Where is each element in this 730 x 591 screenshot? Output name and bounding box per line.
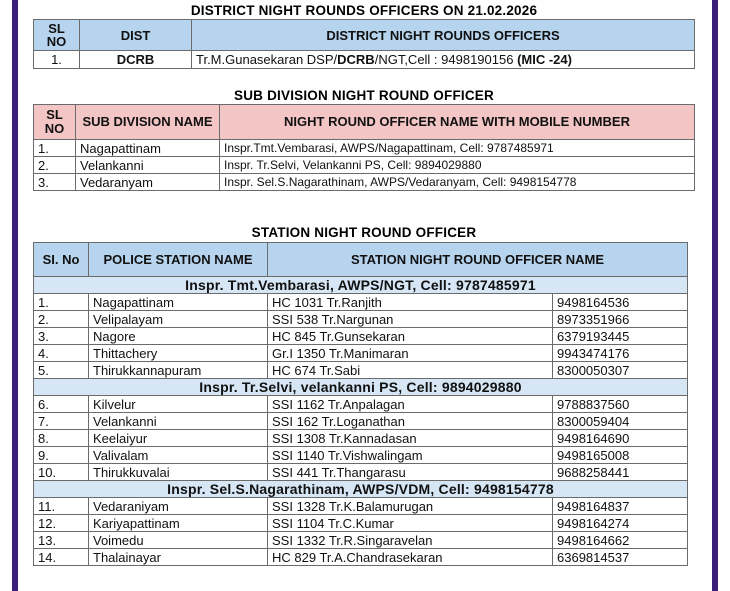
station-row-name: Valivalam	[89, 447, 268, 464]
header-subdivision-name: SUB DIVISION NAME	[76, 105, 220, 140]
page-border-left	[12, 0, 18, 591]
district-row-sl: 1.	[34, 51, 80, 69]
subdivision-row	[34, 157, 695, 174]
header-station-officer: STATION NIGHT ROUND OFFICER NAME	[268, 243, 688, 277]
subdivision-row-name: Velankanni	[76, 157, 220, 174]
station-row-officer: SSI 538 Tr.Nargunan	[268, 311, 553, 328]
station-row	[34, 447, 688, 464]
subdivision-row-officer: Inspr.Tmt.Vembarasi, AWPS/Nagapattinam, Cell: 9787485971	[220, 140, 695, 157]
station-row-name: Velankanni	[89, 413, 268, 430]
station-row	[34, 498, 688, 515]
group-heading-row	[34, 379, 688, 396]
station-row	[34, 396, 688, 413]
header-sl: SL NO	[34, 105, 76, 140]
station-row-sl: 8.	[34, 430, 89, 447]
station-row-phone: 9498165008	[553, 447, 688, 464]
station-row-officer: HC 845 Tr.Gunsekaran	[268, 328, 553, 345]
station-row	[34, 362, 688, 379]
station-row-phone: 9788837560	[553, 396, 688, 413]
station-row-officer: SSI 162 Tr.Loganathan	[268, 413, 553, 430]
subdivision-row-name: Nagapattinam	[76, 140, 220, 157]
station-row	[34, 328, 688, 345]
group-heading-row	[34, 481, 688, 498]
station-row-sl: 6.	[34, 396, 89, 413]
station-row-sl: 4.	[34, 345, 89, 362]
district-title: DISTRICT NIGHT ROUNDS OFFICERS ON 21.02.2026	[190, 3, 538, 18]
station-row-sl: 14.	[34, 549, 89, 566]
station-row-officer: SSI 1140 Tr.Vishwalingam	[268, 447, 553, 464]
header-police-station-name: POLICE STATION NAME	[89, 243, 268, 277]
station-row-officer: SSI 1328 Tr.K.Balamurugan	[268, 498, 553, 515]
district-row	[34, 51, 695, 69]
station-header-row	[34, 243, 688, 277]
subdivision-table	[33, 104, 695, 191]
subdivision-row-sl: 1.	[34, 140, 76, 157]
group-heading: Inspr. Sel.S.Nagarathinam, AWPS/VDM, Cell: 9498154778	[34, 481, 688, 498]
station-row	[34, 345, 688, 362]
station-row	[34, 294, 688, 311]
station-row-name: Voimedu	[89, 532, 268, 549]
station-row-sl: 9.	[34, 447, 89, 464]
station-row-sl: 11.	[34, 498, 89, 515]
station-row-name: Thittachery	[89, 345, 268, 362]
station-row-phone: 9498164536	[553, 294, 688, 311]
station-table	[33, 242, 688, 566]
station-title: STATION NIGHT ROUND OFFICER	[251, 225, 477, 240]
station-row-phone: 8973351966	[553, 311, 688, 328]
station-row-name: Thirukkannapuram	[89, 362, 268, 379]
station-row-phone: 8300059404	[553, 413, 688, 430]
station-row	[34, 532, 688, 549]
district-row-dist: DCRB	[80, 51, 192, 69]
district-table	[33, 19, 695, 69]
group-heading: Inspr. Tmt.Vembarasi, AWPS/NGT, Cell: 9787485971	[34, 277, 688, 294]
document	[33, 0, 695, 566]
station-row-name: Thirukkuvalai	[89, 464, 268, 481]
station-row-sl: 2.	[34, 311, 89, 328]
subdivision-row-name: Vedaranyam	[76, 174, 220, 191]
station-row	[34, 515, 688, 532]
subdivision-row-officer: Inspr. Sel.S.Nagarathinam, AWPS/Vedaranyam, Cell: 9498154778	[220, 174, 695, 191]
subdivision-row-sl: 3.	[34, 174, 76, 191]
station-row-officer: SSI 1104 Tr.C.Kumar	[268, 515, 553, 532]
station-row-sl: 3.	[34, 328, 89, 345]
station-row-phone: 9498164662	[553, 532, 688, 549]
station-row-name: Thalainayar	[89, 549, 268, 566]
header-dist: DIST	[80, 20, 192, 51]
station-row-name: Kilvelur	[89, 396, 268, 413]
station-row-officer: HC 829 Tr.A.Chandrasekaran	[268, 549, 553, 566]
station-row	[34, 464, 688, 481]
station-row-phone: 8300050307	[553, 362, 688, 379]
subdivision-row	[34, 140, 695, 157]
station-row-phone: 9688258441	[553, 464, 688, 481]
station-row-officer: SSI 1162 Tr.Anpalagan	[268, 396, 553, 413]
district-row-officer: Tr.M.Gunasekaran DSP/DCRB/NGT,Cell : 9498190156 (MIC -24)	[192, 51, 695, 69]
station-row-sl: 5.	[34, 362, 89, 379]
station-row	[34, 430, 688, 447]
station-row-officer: SSI 441 Tr.Thangarasu	[268, 464, 553, 481]
station-row-sl: 12.	[34, 515, 89, 532]
station-row-officer: HC 1031 Tr.Ranjith	[268, 294, 553, 311]
district-header-row	[34, 20, 695, 51]
station-row-name: Velipalayam	[89, 311, 268, 328]
station-row-phone: 9498164837	[553, 498, 688, 515]
station-row-sl: 1.	[34, 294, 89, 311]
page-border-right	[712, 0, 718, 591]
subdivision-row-officer: Inspr. Tr.Selvi, Velankanni PS, Cell: 9894029880	[220, 157, 695, 174]
station-row-sl: 13.	[34, 532, 89, 549]
header-sl: SI. No	[34, 243, 89, 277]
station-row-sl: 10.	[34, 464, 89, 481]
station-row-officer: HC 674 Tr.Sabi	[268, 362, 553, 379]
header-sl: SL NO	[34, 20, 80, 51]
station-row-name: Kariyapattinam	[89, 515, 268, 532]
station-row-phone: 6379193445	[553, 328, 688, 345]
subdivision-row	[34, 174, 695, 191]
station-row-officer: SSI 1332 Tr.R.Singaravelan	[268, 532, 553, 549]
subdivision-row-sl: 2.	[34, 157, 76, 174]
station-row-phone: 9498164690	[553, 430, 688, 447]
station-row-name: Nagapattinam	[89, 294, 268, 311]
subdivision-header-row	[34, 105, 695, 140]
station-row-officer: Gr.I 1350 Tr.Manimaran	[268, 345, 553, 362]
station-row-name: Keelaiyur	[89, 430, 268, 447]
station-row-phone: 9498164274	[553, 515, 688, 532]
group-heading: Inspr. Tr.Selvi, velankanni PS, Cell: 9894029880	[34, 379, 688, 396]
header-district-officers: DISTRICT NIGHT ROUNDS OFFICERS	[192, 20, 695, 51]
station-row	[34, 549, 688, 566]
station-row	[34, 413, 688, 430]
subdivision-title: SUB DIVISION NIGHT ROUND OFFICER	[234, 88, 494, 103]
header-night-round-officer: NIGHT ROUND OFFICER NAME WITH MOBILE NUMBER	[220, 105, 695, 140]
station-row	[34, 311, 688, 328]
station-row-phone: 6369814537	[553, 549, 688, 566]
station-row-name: Vedaraniyam	[89, 498, 268, 515]
group-heading-row	[34, 277, 688, 294]
station-row-sl: 7.	[34, 413, 89, 430]
station-row-phone: 9943474176	[553, 345, 688, 362]
station-row-name: Nagore	[89, 328, 268, 345]
station-row-officer: SSI 1308 Tr.Kannadasan	[268, 430, 553, 447]
